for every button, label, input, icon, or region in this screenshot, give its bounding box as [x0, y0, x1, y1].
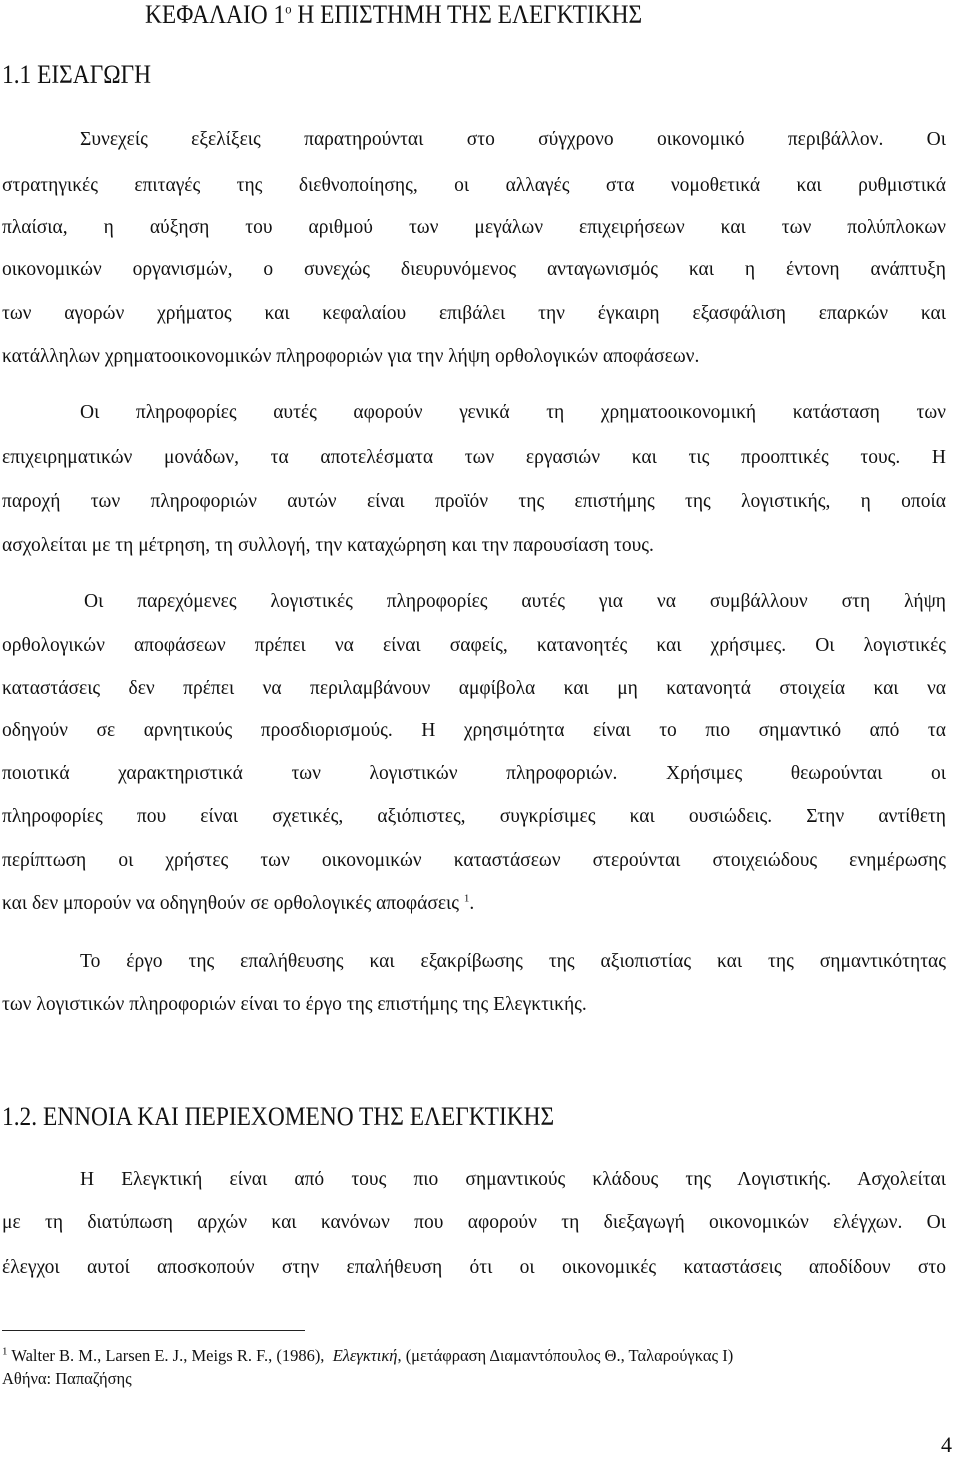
text-line: Η Ελεγκτική είναι από τους πιο σημαντικούς κλάδους της Λογιστικής. Ασχολείται: [80, 1169, 946, 1190]
text-line: Οι παρεχόμενες λογιστικές πληροφορίες αυτές για να συμβάλλουν στη λήψη: [84, 591, 946, 612]
text-line: κατάλληλων χρηματοοικονομικών πληροφοριών για την λήψη ορθολογικών αποφάσεων.: [2, 346, 700, 367]
text-line: Το έργο της επαλήθευσης και εξακρίβωσης της αξιοπιστίας και της σημαντικότητας: [80, 951, 946, 972]
footnote-reference[interactable]: 1: [463, 892, 470, 905]
text-line: και δεν μπορούν να οδηγηθούν σε ορθολογικές αποφάσεις $^1$.: [2, 892, 475, 914]
text-line: έλεγχοι αυτοί αποσκοπούν στην επαλήθευση ότι οι οικονομικές καταστάσεις αποδίδουν στο: [2, 1257, 946, 1278]
footnote: $^1$ Walter B. M., Larsen E. J., Meigs R. F., (1986), Ελεγκτική, (μετάφραση Διαμαντόπουλος Θ., Ταλαρούγκας Ι): [2, 1345, 734, 1365]
text-line: Οι πληροφορίες αυτές αφορούν γενικά τη χρηματοοικονομική κατάσταση των: [80, 402, 946, 423]
text-line: Συνεχείς εξελίξεις παρατηρούνται στο σύγχρονο οικονομικό περιβάλλον. Οι: [80, 129, 946, 150]
text-line: ορθολογικών αποφάσεων πρέπει να είναι σαφείς, κατανοητές και χρήσιμες. Οι λογιστικές: [2, 635, 946, 656]
text-line: οικονομικών οργανισμών, ο συνεχώς διευρυνόμενος ανταγωνισμός και η έντονη ανάπτυξη: [2, 259, 946, 280]
text-line: των λογιστικών πληροφοριών είναι το έργο της επιστήμης της Ελεγκτικής.: [2, 994, 587, 1015]
footnote-line-2: Αθήνα: Παπαζήσης: [2, 1369, 132, 1388]
footnote-separator: [2, 1330, 305, 1331]
text-line: επιχειρηματικών μονάδων, τα αποτελέσματα των εργασιών και τις προοπτικές τους. Η: [2, 447, 946, 468]
text-line: ασχολείται με τη μέτρηση, τη συλλογή, την καταχώρηση και την παρουσίαση τους.: [2, 535, 654, 556]
text-line: στρατηγικές επιταγές της διεθνοποίησης, οι αλλαγές στα νομοθετικά και ρυθμιστικά: [2, 175, 946, 196]
text-line: πλαίσια, η αύξηση του αριθμού των μεγάλων επιχειρήσεων και των πολύπλοκων: [2, 217, 946, 238]
page-number: 4: [941, 1432, 952, 1457]
text-line: με τη διατύπωση αρχών και κανόνων που αφορούν τη διεξαγωγή οικονομικών ελέγχων. Οι: [2, 1212, 946, 1233]
text-line: οδηγούν σε αρνητικούς προσδιορισμούς. Η χρησιμότητα είναι το πιο σημαντικό από τα: [2, 720, 946, 741]
text-line: παροχή των πληροφοριών αυτών είναι προϊόν της επιστήμης της λογιστικής, η οποία: [2, 491, 946, 512]
text-line: καταστάσεις δεν πρέπει να περιλαμβάνουν αμφίβολα και μη κατανοητά στοιχεία και να: [2, 678, 946, 699]
section-heading-1-2: 1.2. ΕΝΝΟΙΑ ΚΑΙ ΠΕΡΙΕΧΟΜΕΝΟ ΤΗΣ ΕΛΕΓΚΤΙΚΗΣ: [2, 1102, 555, 1131]
text-line: ποιοτικά χαρακτηριστικά των λογιστικών πληροφοριών. Χρήσιμες θεωρούνται οι: [2, 763, 946, 784]
text-line: περίπτωση οι χρήστες των οικονομικών καταστάσεων στερούνται στοιχειώδους ενημέρωσης: [2, 850, 946, 871]
chapter-title: ΚΕΦΑΛΑΙΟ $1^o$ Η ΕΠΙΣΤΗΜΗ ΤΗΣ ΕΛΕΓΚΤΙΚΗΣ: [145, 0, 643, 29]
text-line: των αγορών χρήματος και κεφαλαίου επιβάλει την έγκαιρη εξασφάλιση επαρκών και: [2, 303, 946, 324]
text-line: πληροφορίες που είναι σχετικές, αξιόπιστες, συγκρίσιμες και ουσιώδεις. Στην αντίθετη: [2, 806, 946, 827]
section-heading-1-1: 1.1 ΕΙΣΑΓΩΓΗ: [2, 60, 152, 89]
